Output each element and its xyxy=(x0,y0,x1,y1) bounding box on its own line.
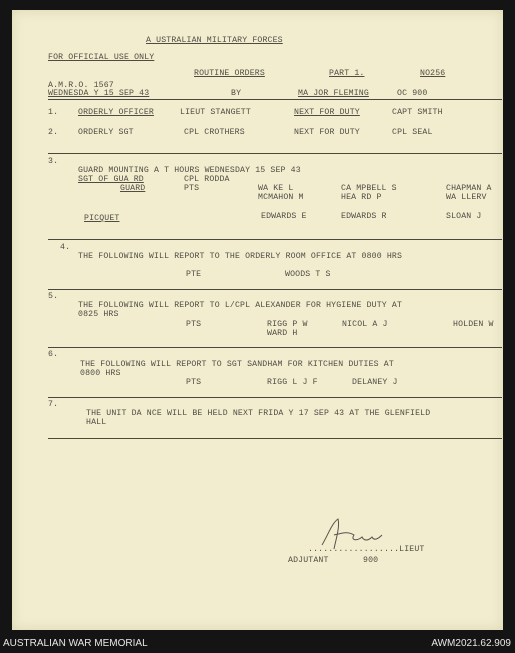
duty-name: CPL CROTHERS xyxy=(184,128,245,137)
item-number: 1. xyxy=(48,108,59,117)
part-label: PART 1. xyxy=(329,69,365,78)
item-number: 5. xyxy=(48,292,59,301)
guard-member: WA KE L xyxy=(258,184,294,193)
guard-member: WA LLERV xyxy=(446,193,487,202)
duty-role: ORDERLY SGT xyxy=(78,128,134,137)
report-instruction: THE FOLLOWING WILL REPORT TO L/CPL ALEXANDER FOR HYGIENE DUTY AT xyxy=(78,301,403,310)
duty-role: ORDERLY OFFICER xyxy=(78,108,154,117)
report-time: 0825 HRS xyxy=(78,310,119,319)
personnel-name: NICOL A J xyxy=(342,320,388,329)
rank-label: PTS xyxy=(186,378,202,387)
guard-label: GUARD xyxy=(120,184,146,193)
item-number: 2. xyxy=(48,128,59,137)
guard-rank: PTS xyxy=(184,184,200,193)
duty-name: LIEUT STANGETT xyxy=(180,108,251,117)
rank-label: PTE xyxy=(186,270,202,279)
item-number: 3. xyxy=(48,157,59,166)
order-date: WEDNESDA Y 15 SEP 43 xyxy=(48,89,150,98)
report-instruction: THE FOLLOWING WILL REPORT TO SGT SANDHAM FOR KITCHEN DUTIES AT xyxy=(80,360,394,369)
official-use-label: FOR OFFICIAL USE ONLY xyxy=(48,53,155,62)
sgt-of-guard-name: CPL RODDA xyxy=(184,175,230,184)
adjutant-label: ADJUTANT xyxy=(288,556,329,565)
guard-mounting-line: GUARD MOUNTING A T HOURS WEDNESDAY 15 SEP 43 xyxy=(78,166,301,175)
section-rule xyxy=(48,153,502,154)
guard-member: CA MPBELL S xyxy=(341,184,397,193)
notice-text: HALL xyxy=(86,418,107,427)
next-for-duty-label: NEXT FOR DUTY xyxy=(294,108,360,117)
routine-orders-title: ROUTINE ORDERS xyxy=(194,69,265,78)
section-rule xyxy=(48,397,502,398)
picquet-member: EDWARDS R xyxy=(341,212,387,221)
by-label: BY xyxy=(231,89,242,98)
section-rule xyxy=(48,347,502,348)
force-title: A USTRALIAN MILITARY FORCES xyxy=(146,36,283,45)
issuer-name: MA JOR FLEMING xyxy=(298,89,369,98)
amro-reference: A.M.R.O. 1567 xyxy=(48,81,114,90)
signature-line: ..................LIEUT xyxy=(308,545,425,554)
picquet-member: SLOAN J xyxy=(446,212,482,221)
report-time: 0800 HRS xyxy=(80,369,121,378)
personnel-name: WARD H xyxy=(267,329,298,338)
notice-text: THE UNIT DA NCE WILL BE HELD NEXT FRIDA Y 17 SEP 43 AT THE GLENFIELD xyxy=(86,409,431,418)
section-rule xyxy=(48,289,502,290)
guard-member: CHAPMAN A xyxy=(446,184,492,193)
item-number: 4. xyxy=(60,243,71,252)
order-number: NO256 xyxy=(420,69,446,78)
document-page xyxy=(12,10,503,630)
header-rule xyxy=(48,99,502,100)
next-duty-name: CAPT SMITH xyxy=(392,108,443,117)
adjutant-unit: 900 xyxy=(363,556,379,565)
sgt-of-guard-label: SGT OF GUA RD xyxy=(78,175,144,184)
picquet-label: PICQUET xyxy=(84,214,120,223)
personnel-name: DELANEY J xyxy=(352,378,398,387)
personnel-name: HOLDEN W xyxy=(453,320,494,329)
personnel-name: WOODS T S xyxy=(285,270,331,279)
personnel-name: RIGG P W xyxy=(267,320,308,329)
next-duty-name: CPL SEAL xyxy=(392,128,433,137)
personnel-name: RIGG L J F xyxy=(267,378,318,387)
issuer-unit: OC 900 xyxy=(397,89,428,98)
footer-source: AUSTRALIAN WAR MEMORIAL xyxy=(3,638,148,649)
footer-accession: AWM2021.62.909 xyxy=(431,638,511,649)
item-number: 7. xyxy=(48,400,59,409)
guard-member: MCMAHON M xyxy=(258,193,304,202)
picquet-member: EDWARDS E xyxy=(261,212,307,221)
section-rule xyxy=(48,438,502,439)
item-number: 6. xyxy=(48,350,59,359)
next-for-duty-label: NEXT FOR DUTY xyxy=(294,128,360,137)
rank-label: PTS xyxy=(186,320,202,329)
section-rule xyxy=(48,239,502,240)
report-instruction: THE FOLLOWING WILL REPORT TO THE ORDERLY ROOM OFFICE AT 0800 HRS xyxy=(78,252,403,261)
guard-member: HEA RD P xyxy=(341,193,382,202)
